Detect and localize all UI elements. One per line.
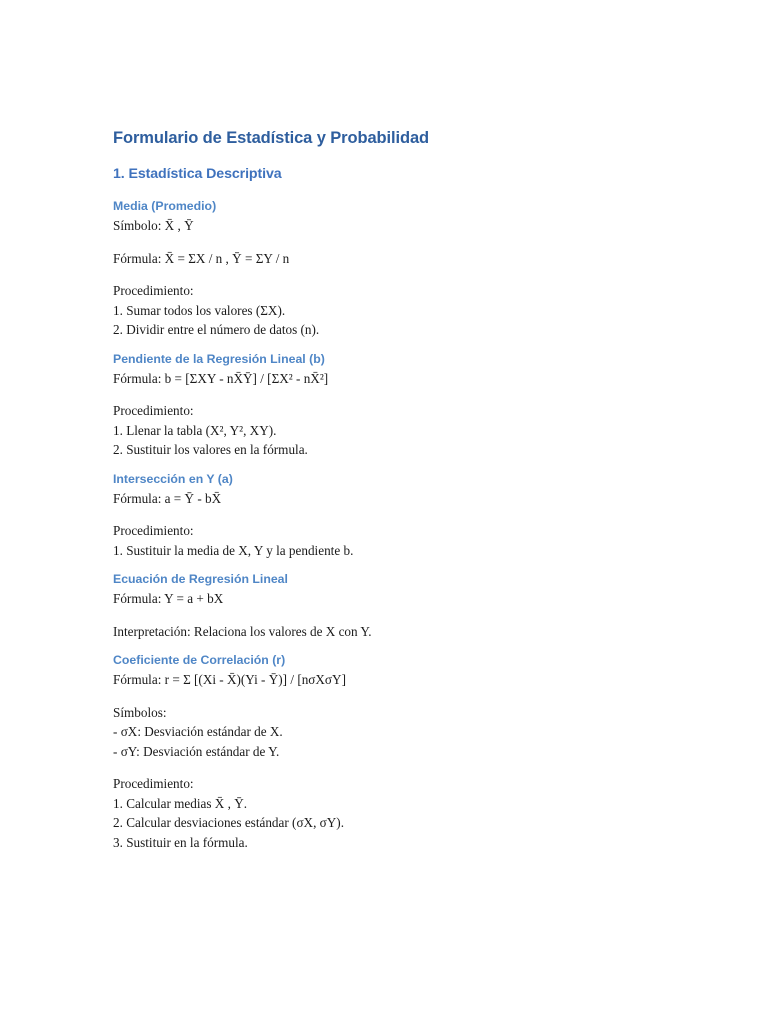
formula-section — [113, 471, 713, 561]
text-line: 1. Llenar la tabla (X², Y², XY). — [113, 422, 277, 438]
paragraph — [113, 281, 713, 340]
formula-section — [113, 351, 713, 460]
text-line: 1. Calcular medias X̄ , Ȳ. — [113, 795, 248, 811]
paragraph — [113, 249, 713, 269]
text-line: 2. Sustituir los valores en la fórmula. — [113, 442, 308, 457]
text-line: 2. Calcular desviaciones estándar (σX, σY). — [113, 815, 345, 830]
text-line: Fórmula: b = [ΣXY - nX̄Ȳ] / [ΣX² - nX̄²] — [113, 370, 329, 386]
document-title: Formulario de Estadística y Probabilidad — [113, 129, 429, 147]
text-line: 2. Dividir entre el número de datos (n). — [113, 322, 320, 337]
paragraph — [113, 369, 713, 389]
paragraph — [113, 589, 713, 609]
paragraph — [113, 774, 713, 852]
text-line: Procedimiento: — [113, 523, 194, 538]
subsection-heading: Ecuación de Regresión Lineal — [113, 572, 288, 586]
formula-section — [113, 198, 713, 340]
paragraph — [113, 670, 713, 690]
section-heading: 1. Estadística Descriptiva — [113, 166, 282, 182]
paragraph — [113, 401, 713, 460]
text-line: - σY: Desviación estándar de Y. — [113, 743, 280, 759]
text-line: Fórmula: Y = a + bX — [113, 591, 224, 606]
text-line: 1. Sumar todos los valores (ΣX). — [113, 302, 286, 318]
text-line: Procedimiento: — [113, 403, 194, 418]
paragraph — [113, 703, 713, 762]
text-line: Fórmula: r = Σ [(Xi - X̄)(Yi - Ȳ)] / [nσXσY] — [113, 672, 346, 687]
paragraph — [113, 622, 713, 642]
formula-section — [113, 652, 713, 852]
paragraph — [113, 489, 713, 509]
text-line: Símbolo: X̄ , Ȳ — [113, 218, 194, 233]
text-line: 1. Sustituir la media de X, Y y la pendiente b. — [113, 542, 354, 558]
subsection-heading: Media (Promedio) — [113, 199, 217, 213]
text-line: - σX: Desviación estándar de X. — [113, 724, 283, 739]
document-page — [113, 122, 713, 863]
text-line: Fórmula: a = Ȳ - bX̄ — [113, 490, 222, 506]
text-line: Fórmula: X̄ = ΣX / n , Ȳ = ΣY / n — [113, 250, 290, 266]
subsection-heading: Coeficiente de Correlación (r) — [113, 653, 286, 667]
formula-sections — [113, 198, 713, 852]
text-line: Procedimiento: — [113, 776, 194, 791]
text-line: Procedimiento: — [113, 283, 194, 298]
formula-section — [113, 571, 713, 641]
text-line: Símbolos: — [113, 704, 167, 720]
text-line: 3. Sustituir en la fórmula. — [113, 834, 248, 850]
paragraph — [113, 216, 713, 236]
subsection-heading: Intersección en Y (a) — [113, 471, 233, 486]
paragraph — [113, 521, 713, 560]
text-line: Interpretación: Relaciona los valores de X con Y. — [113, 623, 372, 639]
subsection-heading: Pendiente de la Regresión Lineal (b) — [113, 351, 325, 366]
